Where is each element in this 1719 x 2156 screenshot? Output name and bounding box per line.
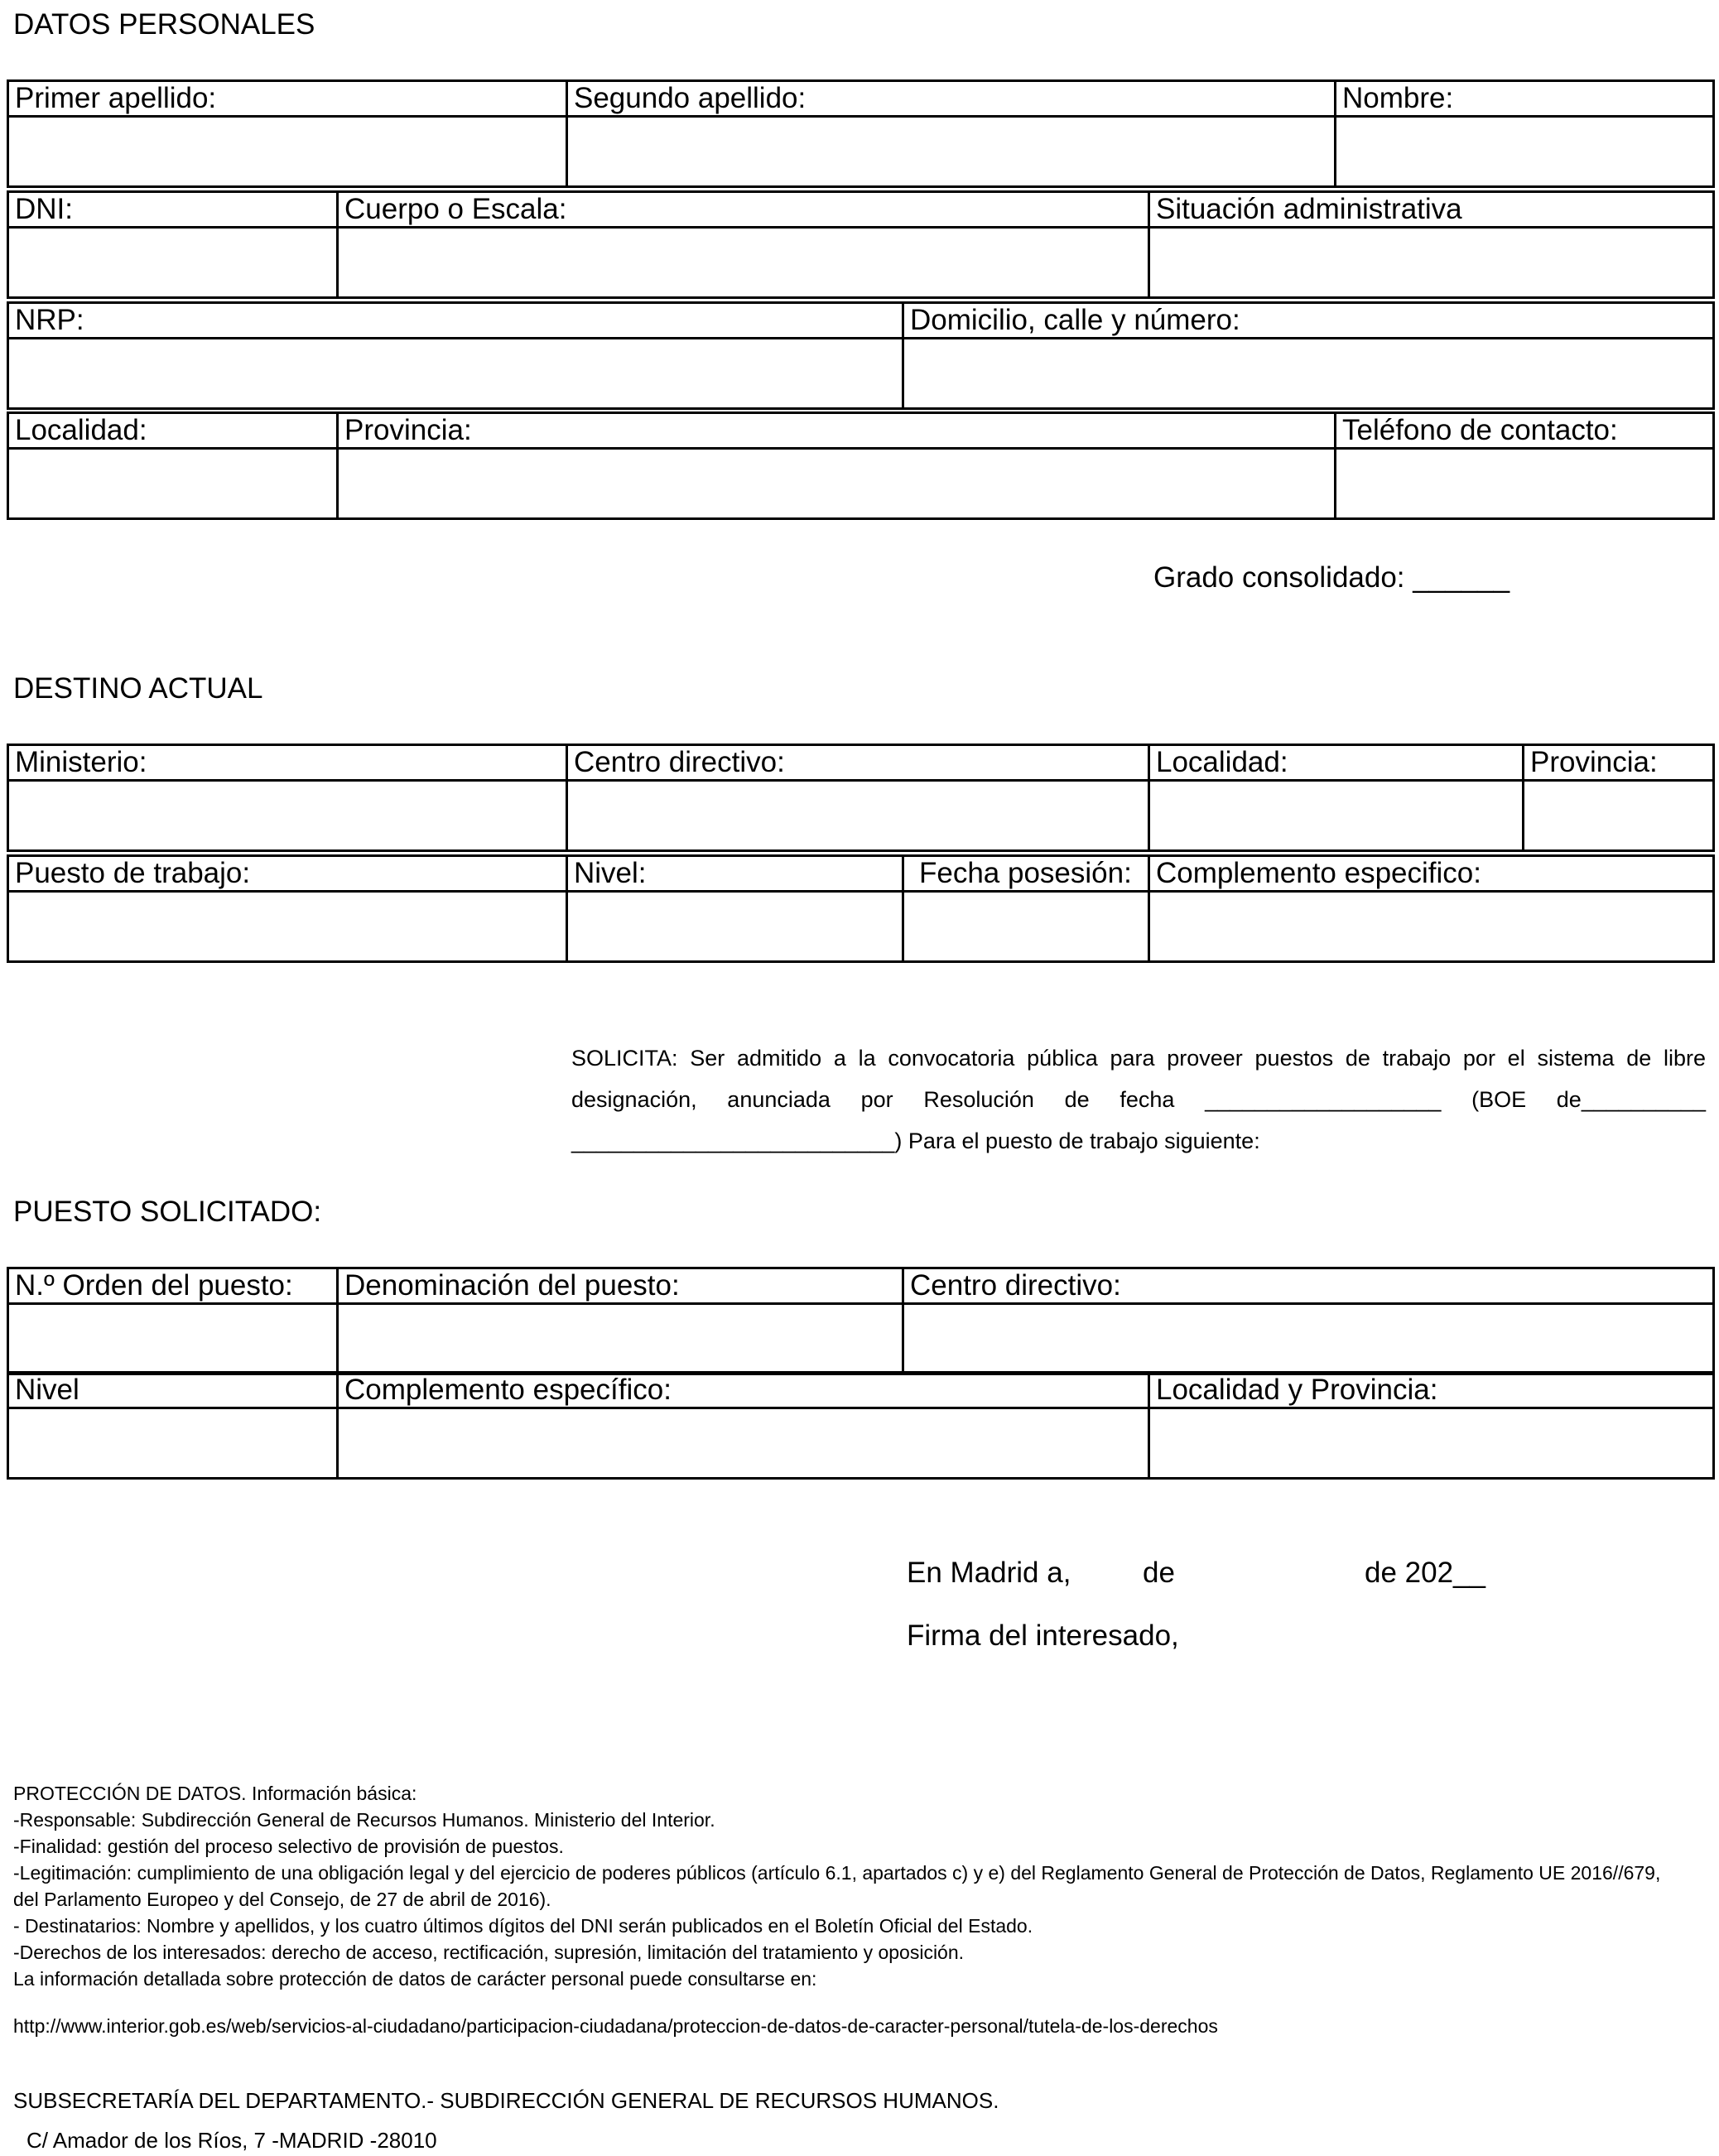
field-complemento-solicitado[interactable] — [338, 1408, 1149, 1479]
footer-subsecretaria: SUBSECRETARÍA DEL DEPARTAMENTO.- SUBDIRECCIÓN GENERAL DE RECURSOS HUMANOS. — [13, 2088, 999, 2113]
destino-actual-table-row2 — [7, 854, 1715, 963]
label-complemento-destino: Complemento especifico: — [1149, 856, 1714, 892]
puesto-solicitado-table-row1 — [7, 1267, 1715, 1375]
field-fecha-posesion[interactable] — [903, 892, 1149, 962]
label-puesto-trabajo: Puesto de trabajo: — [8, 856, 567, 892]
section-heading-datos-personales: DATOS PERSONALES — [13, 8, 315, 41]
proteccion-line-informacion: La información detallada sobre protección de datos de carácter personal puede consultarse en: — [13, 1968, 817, 1990]
label-ministerio: Ministerio: — [8, 745, 567, 781]
grado-consolidado: Grado consolidado: ______ — [1153, 561, 1510, 594]
proteccion-datos-block — [13, 1780, 1686, 1992]
label-provincia-destino: Provincia: — [1524, 745, 1714, 781]
label-centro-directivo-solicitado: Centro directivo: — [903, 1268, 1714, 1304]
section-heading-puesto-solicitado: PUESTO SOLICITADO: — [13, 1196, 322, 1228]
field-dni[interactable] — [8, 228, 338, 298]
label-nivel-solicitado: Nivel — [8, 1373, 338, 1408]
field-cuerpo-escala[interactable] — [338, 228, 1149, 298]
label-segundo-apellido: Segundo apellido: — [567, 81, 1336, 117]
field-localidad-provincia[interactable] — [1149, 1408, 1714, 1479]
field-nrp[interactable] — [8, 339, 903, 409]
field-numero-orden[interactable] — [8, 1304, 338, 1374]
destino-actual-table-row1 — [7, 744, 1715, 852]
label-cuerpo-escala: Cuerpo o Escala: — [338, 192, 1149, 228]
field-nivel-destino[interactable] — [567, 892, 903, 962]
label-nivel-destino: Nivel: — [567, 856, 903, 892]
solicita-last-line: __________________________) Para el puesto de trabajo siguiente: — [571, 1129, 1260, 1153]
label-nombre: Nombre: — [1336, 81, 1714, 117]
field-telefono[interactable] — [1336, 449, 1714, 519]
label-numero-orden: N.º Orden del puesto: — [8, 1268, 338, 1304]
fecha-de-2: de 202__ — [1365, 1557, 1485, 1589]
field-denominacion[interactable] — [338, 1304, 903, 1374]
datos-personales-table-row1 — [7, 79, 1715, 188]
firma-interesado: Firma del interesado, — [907, 1619, 1179, 1652]
field-centro-directivo[interactable] — [567, 781, 1149, 851]
proteccion-line-finalidad: -Finalidad: gestión del proceso selectivo de provisión de puestos. — [13, 1836, 564, 1857]
label-domicilio: Domicilio, calle y número: — [903, 303, 1714, 339]
label-telefono: Teléfono de contacto: — [1336, 413, 1714, 449]
section-heading-destino-actual: DESTINO ACTUAL — [13, 672, 263, 705]
label-primer-apellido: Primer apellido: — [8, 81, 567, 117]
footer-address: C/ Amador de los Ríos, 7 -MADRID -28010 — [26, 2128, 437, 2153]
field-nivel-solicitado[interactable] — [8, 1408, 338, 1479]
label-complemento-solicitado: Complemento específico: — [338, 1373, 1149, 1408]
datos-personales-table-row4 — [7, 411, 1715, 520]
label-denominacion: Denominación del puesto: — [338, 1268, 903, 1304]
field-localidad[interactable] — [8, 449, 338, 519]
proteccion-line-title: PROTECCIÓN DE DATOS. Información básica: — [13, 1783, 417, 1804]
fecha-en-madrid: En Madrid a, — [907, 1557, 1071, 1589]
field-domicilio[interactable] — [903, 339, 1714, 409]
label-situacion-administrativa: Situación administrativa — [1149, 192, 1714, 228]
field-provincia-destino[interactable] — [1524, 781, 1714, 851]
field-puesto-trabajo[interactable] — [8, 892, 567, 962]
puesto-solicitado-table-row2 — [7, 1371, 1715, 1480]
proteccion-line-legitimacion: -Legitimación: cumplimiento de una obligación legal y del ejercicio de poderes públicos (artículo 6.1, apartados c) y e) del Reglamento General de Protección de Datos, Reglamento UE 2016//679, del Parlamento Europeo y del Consejo, de 27 de abril de 2016). — [13, 1862, 1661, 1910]
label-dni: DNI: — [8, 192, 338, 228]
proteccion-url-link[interactable]: http://www.interior.gob.es/web/servicios-al-ciudadano/participacion-ciudadana/proteccion-de-datos-de-caracter-personal/tutela-de-los-derechos — [13, 2015, 1218, 2037]
datos-personales-table-row3 — [7, 301, 1715, 410]
field-situacion-administrativa[interactable] — [1149, 228, 1714, 298]
label-localidad-provincia: Localidad y Provincia: — [1149, 1373, 1714, 1408]
label-centro-directivo: Centro directivo: — [567, 745, 1149, 781]
label-fecha-posesion: Fecha posesión: — [903, 856, 1149, 892]
field-segundo-apellido[interactable] — [567, 117, 1336, 187]
fecha-de-1: de — [1143, 1557, 1175, 1589]
label-localidad: Localidad: — [8, 413, 338, 449]
field-primer-apellido[interactable] — [8, 117, 567, 187]
proteccion-line-destinatarios: - Destinatarios: Nombre y apellidos, y los cuatro últimos dígitos del DNI serán publicados en el Boletín Oficial del Estado. — [13, 1915, 1033, 1937]
field-centro-directivo-solicitado[interactable] — [903, 1304, 1714, 1374]
field-localidad-destino[interactable] — [1149, 781, 1524, 851]
field-complemento-destino[interactable] — [1149, 892, 1714, 962]
datos-personales-table-row2 — [7, 190, 1715, 299]
label-provincia: Provincia: — [338, 413, 1336, 449]
field-ministerio[interactable] — [8, 781, 567, 851]
field-nombre[interactable] — [1336, 117, 1714, 187]
proteccion-line-responsable: -Responsable: Subdirección General de Recursos Humanos. Ministerio del Interior. — [13, 1809, 715, 1831]
field-provincia[interactable] — [338, 449, 1336, 519]
label-localidad-destino: Localidad: — [1149, 745, 1524, 781]
label-nrp: NRP: — [8, 303, 903, 339]
proteccion-line-derechos: -Derechos de los interesados: derecho de acceso, rectificación, supresión, limitación del tratamiento y oposición. — [13, 1942, 965, 1963]
solicita-paragraph: SOLICITA: Ser admitido a la convocatoria pública para proveer puestos de trabajo por el sistema de libre designación, anunciada por Resolución de fecha ___________________ (BOE de__________ — [571, 1046, 1706, 1112]
